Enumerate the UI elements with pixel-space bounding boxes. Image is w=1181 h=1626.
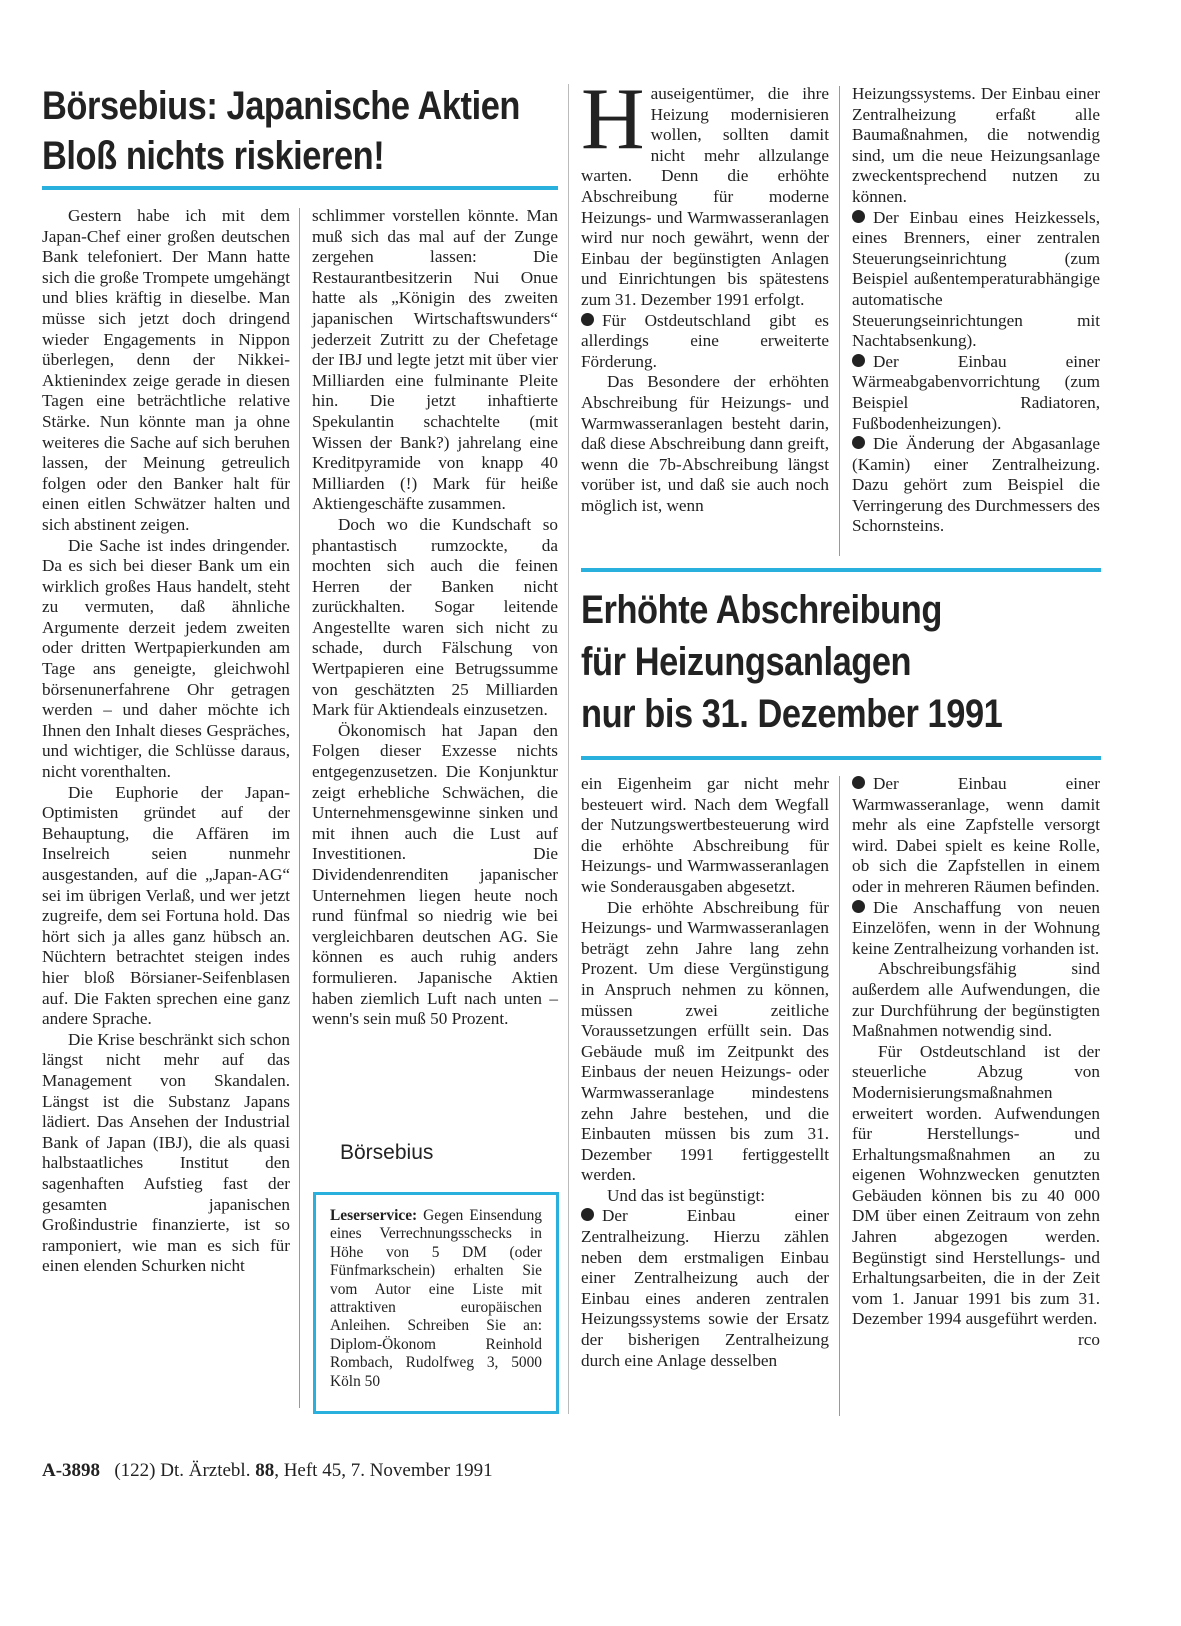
- article1-column1: [42, 206, 290, 1277]
- article2-bullet: Die Anschaffung von neuen Einzelöfen, wenn in der Wohnung keine Zentralheizung vorhanden ist.: [852, 897, 1100, 958]
- bullet-icon: [852, 436, 865, 449]
- bullet-icon: [852, 354, 865, 367]
- article1-paragraph: Ökonomisch hat Japan den Folgen dieser Exzesse nichts entgegenzusetzen. Die Konjunktur zeigt erhebliche Schwächen, die Unternehmensgewinne sinken und mit ihnen auch die Lust auf Investitionen. Die Dividendenrenditen japanischer Unternehmen liegen heute noch rund fünfmal so niedrig wie bei vergleichbaren deutschen AG. Sie können es auch ruhig anders formulieren. Japanische Aktien haben ziemlich Luft nach unten – wenn's sein muß 50 Prozent.: [312, 720, 558, 1029]
- page-footer: [42, 1460, 493, 1482]
- article2-paragraph: Das Besondere der erhöhten Abschreibung für Heizungs- und Warmwasseranlagen besteht darin, daß diese Abschreibung dann greift, wenn die 7b-Abschreibung längst vorüber ist, und daß sie auch noch möglich ist, wenn: [581, 372, 829, 515]
- article2-column3-bottom: [581, 774, 829, 1371]
- article2-bullet: Die Änderung der Abgasanlage (Kamin) einer Zentralheizung. Dazu gehört zum Beispiel die Verringerung des Durchmessers des Schornsteins.: [852, 434, 1100, 536]
- headline-rule-right-top: [581, 568, 1101, 572]
- article2-column3-top: [581, 71, 829, 516]
- article2-intro-paragraph: Hauseigentümer, die ihre Heizung modernisieren wollen, sollten damit nicht mehr allzulange warten. Denn die erhöhte Abschreibung für moderne Heizungs- und Warmwasseranlagen wird nur noch gewährt, wenn der Einbau der begünstigten Anlagen und Einrichtungen bis spätestens zum 31. Dezember 1991 erfolgt.: [581, 71, 829, 309]
- page-number: (122): [114, 1460, 156, 1481]
- reader-service-label: Leserservice:: [330, 1207, 418, 1224]
- article1-paragraph: Doch wo die Kundschaft so phantastisch rumzockte, da mochten sich auch die feinen Herren der Banken nicht zurückhalten. Sogar leitende Angestellte waren sich nicht zu schade, durch Fälschung von Wertpapieren eine Betrugssumme von geschätzten 25 Milliarden Mark für Aktiendeals einzusetzen.: [312, 514, 558, 720]
- headline-rule-right-bottom: [581, 756, 1101, 760]
- article1-paragraph: Die Euphorie der Japan-Optimisten gründet auf der Behauptung, die Affären im Inselreich seien nunmehr ausgestanden, auf die „Japan-AG“ sei im übrigen Verlaß, und wer jetzt zugreife, dem sei Fortuna hold. Das hört sich ja alles ganz hübsch an. Nüchtern betrachtet steigen indes hier bloß Börsianer-Seifenblasen auf. Die Fakten sprechen eine ganz andere Sprache.: [42, 782, 290, 1029]
- article1-column2: [312, 206, 558, 1030]
- article2-bullet: Der Einbau einer Warmwasseranlage, wenn damit mehr als eine Zapfstelle versorgt wird. Dabei spielt es keine Rolle, ob sich die Zapfstellen in einem oder in mehreren Räumen befinden.: [852, 774, 1100, 896]
- article2-paragraph: Die erhöhte Abschreibung für Heizungs- und Warmwasseranlagen beträgt zehn Jahre lang zehn Prozent. Um diese Vergünstigung in Anspruch nehmen zu können, müssen zwei zeitliche Voraussetzungen erfüllt sein. Das Gebäude muß im Zeitpunkt des Einbaus der neuen Heizungs- oder Warmwasseranlage mindestens zehn Jahre bestehen, und die Einbauten müssen bis zum 31. Dezember 1991 fertiggestellt werden.: [581, 897, 829, 1185]
- article1-paragraph: Die Krise beschränkt sich schon längst nicht mehr auf das Management von Skandalen. Längst ist die Substanz Japans lädiert. Das Ansehen der Industrial Bank of Japan (IBJ), die als quasi halbstaatliches Institut den sagenhaften Aufstieg fast der gesamten japanischen Großindustrie finanzierte, ist so ramponiert, wie man es sich für einen elenden Schurken nicht: [42, 1029, 290, 1276]
- article2-column4-bottom: [852, 774, 1100, 1351]
- article2-bullet: Der Einbau einer Zentralheizung. Hierzu zählen neben dem erstmaligen Einbau einer Zentralheizung auch der Einbau eines anderen zentralen Heizungssystems sowie der Ersatz der bisherigen Zentralheizung durch eine Anlage desselben: [581, 1206, 829, 1370]
- article2-column4-top: [852, 84, 1100, 537]
- headline-boersebius-line1: Börsebius: Japanische Aktien: [42, 84, 520, 128]
- author-signature: Börsebius: [340, 1141, 434, 1164]
- article2-bullet: Für Ostdeutschland gibt es allerdings eine erweiterte Förderung.: [581, 310, 829, 371]
- bullet-icon: [581, 313, 594, 326]
- headline-heizung-line1: Erhöhte Abschreibung: [581, 588, 942, 632]
- article1-paragraph: Die Sache ist indes dringender. Da es sich bei dieser Bank um ein wirklich großes Haus handelt, steht zu vermuten, daß ähnliche Argumente derzeit jedem zweiten oder dritten Wertpapierkunden am Tage ans geneigte, gleichwohl börsenunerfahrene Ohr getragen werden – und daher möchte ich Ihnen den Inhalt dieses Gespräches, und wichtiger, die Schlüsse daraus, nicht vorenthalten.: [42, 535, 290, 782]
- journal-volume: 88: [255, 1460, 275, 1481]
- headline-rule-left: [42, 186, 558, 190]
- article2-bullet: Der Einbau einer Wärmeabgabenvorrichtung (zum Beispiel Radiatoren, Fußbodenheizungen).: [852, 351, 1100, 433]
- article2-paragraph: ein Eigenheim gar nicht mehr besteuert wird. Nach dem Wegfall der Nutzungswertbesteuerung wird die erhöhte Abschreibung für Heizungs- und Warmwasseranlagen wie Sonderausgaben abgesetzt.: [581, 774, 829, 896]
- bullet-icon: [852, 776, 865, 789]
- column-divider: [299, 208, 300, 1408]
- headline-heizung-line3: nur bis 31. Dezember 1991: [581, 692, 1003, 736]
- reader-service-text: Gegen Einsendung eines Verrechnungsschecks in Höhe von 5 DM (oder Fünfmarkschein) erhalten Sie vom Autor eine Liste mit attraktiven europäischen Anleihen. Schreiben Sie an: Diplom-Ökonom Reinhold Rombach, Rudolfweg 3, 5000 Köln 50: [330, 1207, 542, 1390]
- issue-date: , Heft 45, 7. November 1991: [274, 1460, 493, 1481]
- article2-paragraph: Heizungssystems. Der Einbau einer Zentralheizung erfaßt alle Baumaßnahmen, die notwendig sind, um die neue Heizungsanlage zweckentsprechend nutzen zu können.: [852, 84, 1100, 206]
- dropcap-letter: H: [581, 71, 645, 168]
- article2-paragraph: Abschreibungsfähig sind außerdem alle Aufwendungen, die zur Durchführung der begünstigten Maßnahmen notwendig sind.: [852, 959, 1100, 1041]
- article2-paragraph: Und das ist begünstigt:: [607, 1185, 766, 1205]
- bullet-icon: [852, 900, 865, 913]
- section-divider: [568, 84, 569, 1414]
- article2-paragraph: Für Ostdeutschland ist der steuerliche Abzug von Modernisierungsmaßnahmen erweitert worden. Aufwendungen für Herstellungs- und Erhaltungsmaßnahmen an zu eigenen Wohnzwecken genutzten Gebäuden können bis zu 40 000 DM über einen Zeitraum von zehn Jahren abgezogen werden. Begünstigt sind Herstellungs- und Erhaltungsarbeiten, die in der Zeit vom 1. Januar 1991 bis zum 31. Dezember 1994 ausgeführt werden.: [852, 1041, 1100, 1329]
- reader-service-box: [313, 1192, 559, 1414]
- bullet-icon: [581, 1208, 594, 1221]
- column-divider: [839, 776, 840, 1416]
- headline-boersebius-line2: Bloß nichts riskieren!: [42, 134, 385, 178]
- article2-bullet: Der Einbau eines Heizkessels, eines Brenners, einer zentralen Steuerungseinrichtung (zum Beispiel außentemperaturabhängige automatische Steuerungseinrichtungen mit Nachtabsenkung).: [852, 207, 1100, 351]
- article1-paragraph: Gestern habe ich mit dem Japan-Chef einer großen deutschen Bank telefoniert. Der Mann hatte sich die große Trompete umgehängt und blies kräftig in dieselbe. Man müsse sich jetzt doch dringend wieder Engagements in Nippon überlegen, denn der Nikkei-Aktienindex zeige gerade in diesen Tagen eine beträchtliche relative Stärke. Nun könnte man ja ohne weiteres die Sache auf sich beruhen lassen, der Meinung getreulich folgen oder den Banker halt für einen eitlen Schwätzer halten und sich abstinent zeigen.: [42, 206, 290, 534]
- headline-heizung-line2: für Heizungsanlagen: [581, 640, 912, 684]
- page-id: A-3898: [42, 1460, 101, 1481]
- bullet-icon: [852, 210, 865, 223]
- article1-paragraph: schlimmer vorstellen könnte. Man muß sich das mal auf der Zunge zergehen lassen: Die Restaurantbesitzerin Nui Onue hatte als „Königin des zweiten japanischen Wirtschaftswunders“ jederzeit Zutritt zu der Chefetage der IBJ und legte jetzt mit über vier Milliarden eine fulminante Pleite hin. Die jetzt inhaftierte Spekulantin schachtelte (mit Wissen der Bank?) jahrelang eine Kreditpyramide von knapp 40 Milliarden (!) Mark für heiße Aktiengeschäfte zusammen.: [312, 206, 558, 514]
- column-divider: [839, 86, 840, 556]
- author-initials: rco: [1078, 1330, 1100, 1350]
- journal-name: Dt. Ärztebl.: [160, 1460, 251, 1481]
